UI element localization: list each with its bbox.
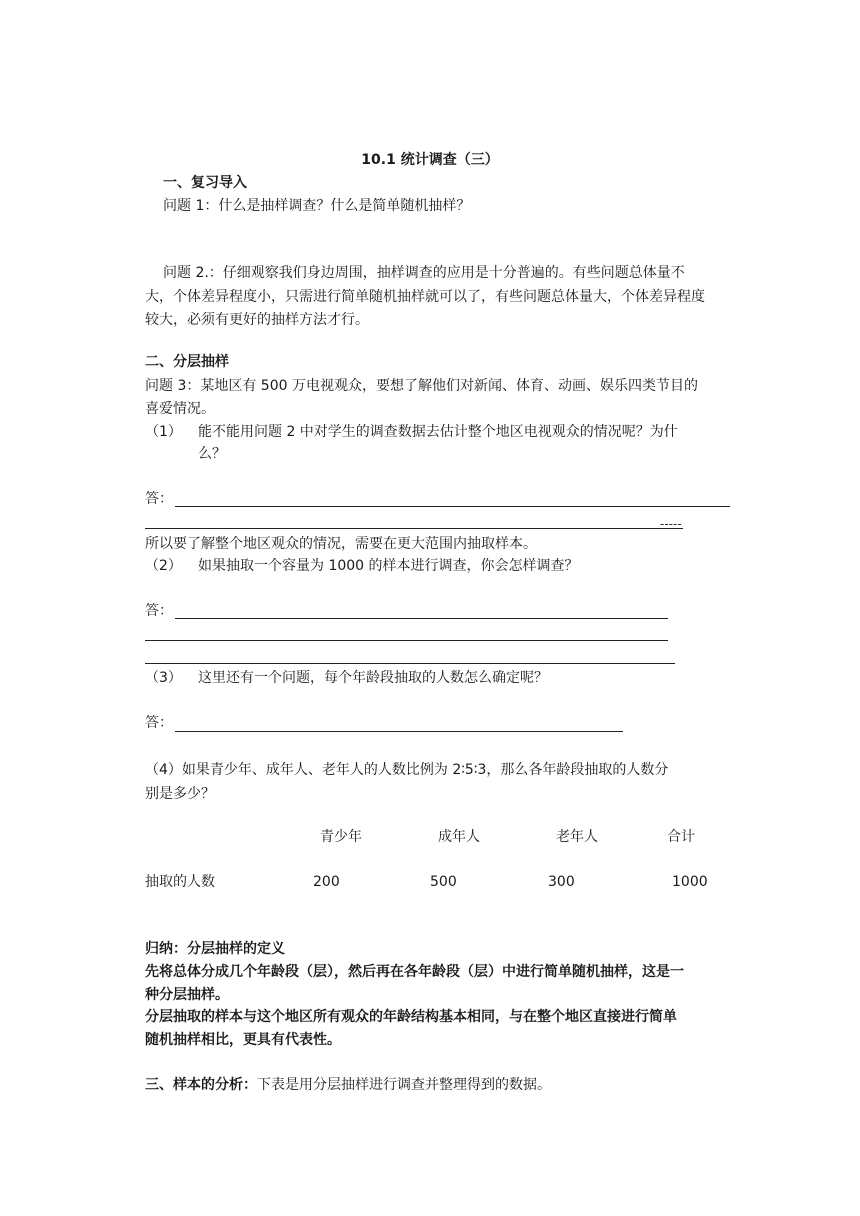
section1-heading: 一、复习导入 xyxy=(163,175,247,191)
table-header-adult: 成年人 xyxy=(438,829,480,845)
answer2-line2[interactable] xyxy=(145,640,668,641)
answer2-line3[interactable] xyxy=(145,663,675,664)
table-header-elderly: 老年人 xyxy=(556,829,598,845)
table-cell-elderly: 300 xyxy=(548,874,575,890)
table-cell-total: 1000 xyxy=(672,874,708,890)
answer3-line1[interactable] xyxy=(175,731,623,732)
table-header-youth: 青少年 xyxy=(320,829,362,845)
part1-line1: 能不能用问题 2 中对学生的调查数据去估计整个地区电视观众的情况呢？为什 xyxy=(198,424,678,440)
question2-line2: 大，个体差异程度小，只需进行简单随机抽样就可以了，有些问题总体量大，个体差异程度 xyxy=(145,289,705,305)
table-header-total: 合计 xyxy=(667,829,695,845)
table-cell-adult: 500 xyxy=(430,874,457,890)
question3-line1: 问题 3：某地区有 500 万电视观众，要想了解他们对新闻、体育、动画、娱乐四类节目的 xyxy=(145,378,698,394)
question1: 问题 1：什么是抽样调查？什么是简单随机抽样？ xyxy=(163,198,471,214)
part2-number: （2） xyxy=(145,558,182,574)
answer1-label: 答： xyxy=(145,491,173,507)
conclusion2-line1: 分层抽取的样本与这个地区所有观众的年龄结构基本相同，与在整个地区直接进行简单 xyxy=(145,1009,677,1025)
question2-line1: 问题 2.：仔细观察我们身边周围，抽样调查的应用是十分普遍的。有些问题总体量不 xyxy=(163,265,685,281)
answer1-line2[interactable] xyxy=(145,528,683,529)
conclusion2-line2: 随机抽样相比，更具有代表性。 xyxy=(145,1032,341,1048)
part1-line2: 么？ xyxy=(198,446,226,462)
answer2-label: 答： xyxy=(145,603,173,619)
answer1-line1[interactable] xyxy=(175,506,730,507)
answer3-label: 答： xyxy=(145,715,173,731)
part4-line1: （4）如果青少年、成年人、老年人的人数比例为 2∶5∶3，那么各年龄段抽取的人数分 xyxy=(145,762,669,778)
part3-number: （3） xyxy=(145,670,182,686)
answer1-dashes: ----- xyxy=(660,517,682,531)
summary-text: 所以要了解整个地区观众的情况，需要在更大范围内抽取样本。 xyxy=(145,536,537,552)
conclusion1-line1: 先将总体分成几个年龄段（层），然后再在各年龄段（层）中进行简单随机抽样，这是一 xyxy=(145,964,684,980)
section3-row xyxy=(145,1075,551,1095)
part2-text: 如果抽取一个容量为 1000 的样本进行调查，你会怎样调查？ xyxy=(198,558,579,574)
table-cell-youth: 200 xyxy=(313,874,340,890)
question3-line2: 喜爱情况。 xyxy=(145,401,215,417)
section3-text: 下表是用分层抽样进行调查并整理得到的数据。 xyxy=(257,1077,551,1093)
part3-text: 这里还有一个问题，每个年龄段抽取的人数怎么确定呢？ xyxy=(198,670,548,686)
conclusion1-line2: 种分层抽样。 xyxy=(145,987,229,1003)
answer2-line1[interactable] xyxy=(175,618,668,619)
part4-line2: 别是多少？ xyxy=(145,786,215,802)
section3-heading: 三、样本的分析： xyxy=(145,1077,257,1093)
question2-line3: 较大，必须有更好的抽样方法才行。 xyxy=(145,312,369,328)
section2-heading: 二、分层抽样 xyxy=(145,354,229,370)
part1-number: （1） xyxy=(145,424,182,440)
table-row-label: 抽取的人数 xyxy=(145,874,215,890)
doc-title: 10.1 统计调查（三） xyxy=(361,152,499,168)
conclusion-heading: 归纳：分层抽样的定义 xyxy=(145,941,285,957)
